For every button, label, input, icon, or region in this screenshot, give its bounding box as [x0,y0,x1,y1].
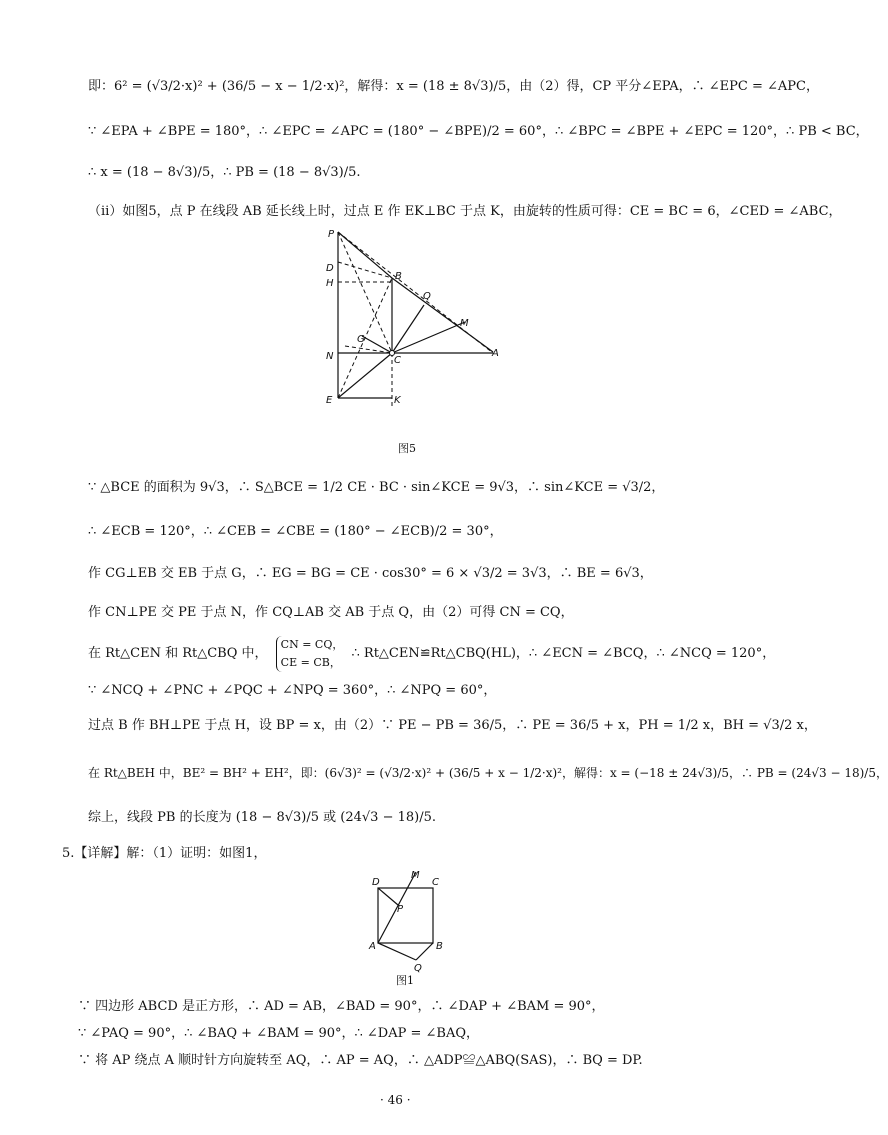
line-9-conclusion: ∴ Rt△CEN≌Rt△CBQ(HL)，∴ ∠ECN = ∠BCQ，∴ ∠NCQ = 120°， [351,646,776,661]
fig1-label-D: D [372,877,380,888]
solution-line-7: 作 CG⊥EB 交 EB 于点 G，∴ EG = BG = CE · cos30° = 6 × √3/2 = 3√3，∴ BE = 6√3， [88,566,653,581]
page-number: · 46 · [380,1093,411,1107]
fig5-label-B: B [395,271,402,282]
fig1-label-C: C [432,877,439,888]
fig5-label-N: N [326,351,334,362]
solution-line-6: ∴ ∠ECB = 120°，∴ ∠CEB = ∠CBE = (180° − ∠ECB)/2 = 30°， [88,524,503,539]
figure-1-caption: 图1 [396,974,414,987]
fig5-label-A: A [492,348,499,359]
fig5-label-E: E [326,395,333,406]
solution-line-8: 作 CN⊥PE 交 PE 于点 N，作 CQ⊥AB 交 AB 于点 Q，由（2）可得 CN = CQ， [88,605,574,620]
solution-line-11: 过点 B 作 BH⊥PE 于点 H，设 BP = x，由（2）∵ PE − PB = 36/5，∴ PE = 36/5 + x，PH = 1/2 x，BH = √3/2 x， [88,718,817,733]
fig1-label-Q: Q [414,963,422,974]
solution-line-10: ∵ ∠NCQ + ∠PNC + ∠PQC + ∠NPQ = 360°，∴ ∠NPQ = 60°， [88,683,497,698]
condition-1: CN = CQ， [280,638,344,651]
condition-2: CE = CB， [280,656,341,669]
fig5-label-K: K [394,395,401,406]
solution-line-14: 5.【详解】解：（1）证明：如图1， [62,846,267,861]
solution-line-15: ∵ 四边形 ABCD 是正方形，∴ AD = AB，∠BAD = 90°，∴ ∠DAP + ∠BAM = 90°， [78,999,605,1014]
fig5-label-D: D [326,263,334,274]
solution-line-5: ∵ △BCE 的面积为 9√3，∴ S△BCE = 1/2 CE · BC · sin∠KCE = 9√3，∴ sin∠KCE = √3/2， [88,480,665,495]
line-9-prefix: 在 Rt△CEN 和 Rt△CBQ 中， [88,646,268,661]
solution-line-12: 在 Rt△BEH 中，BE² = BH² + EH²，即：(6√3)² = (√3/2·x)² + (36/5 + x − 1/2·x)²，解得：x = (−18 ± 24√3)/5，∴ PB = (24√3 − 18)/5， [88,766,888,780]
solution-line-2: ∵ ∠EPA + ∠BPE = 180°，∴ ∠EPC = ∠APC = (180° − ∠BPE)/2 = 60°，∴ ∠BPC = ∠BPE + ∠EPC = 120°，∴ PB < BC， [88,124,869,139]
fig5-label-M: M [460,318,469,329]
fig5-label-G: G [357,334,365,345]
fig5-label-P: P [328,229,335,240]
fig5-label-Q: Q [423,291,431,302]
solution-line-3: ∴ x = (18 − 8√3)/5，∴ PB = (18 − 8√3)/5. [88,165,361,180]
solution-line-1: 即：6² = (√3/2·x)² + (36/5 − x − 1/2·x)²，解得：x = (18 ± 8√3)/5，由（2）得，CP 平分∠EPA，∴ ∠EPC = ∠APC， [88,79,819,94]
solution-line-17: ∵ 将 AP 绕点 A 顺时针方向旋转至 AQ，∴ AP = AQ，∴ △ADP≌△ABQ(SAS)，∴ BQ = DP. [78,1053,643,1068]
solution-line-13: 综上，线段 PB 的长度为 (18 − 8√3)/5 或 (24√3 − 18)/5. [88,810,437,825]
solution-line-16: ∵ ∠PAQ = 90°，∴ ∠BAQ + ∠BAM = 90°，∴ ∠DAP = ∠BAQ， [78,1026,479,1041]
fig1-label-M: M [411,870,420,881]
fig5-label-H: H [326,278,334,289]
fig1-label-P: P [397,904,404,915]
solution-line-4: （ⅱ）如图5，点 P 在线段 AB 延长线上时，过点 E 作 EK⊥BC 于点 K，由旋转的性质可得：CE = BC = 6，∠CED = ∠ABC， [88,204,842,219]
fig1-label-B: B [436,941,443,952]
figure-5-caption: 图5 [398,442,416,455]
fig5-label-C: C [394,355,401,366]
fig1-label-A: A [369,941,376,952]
